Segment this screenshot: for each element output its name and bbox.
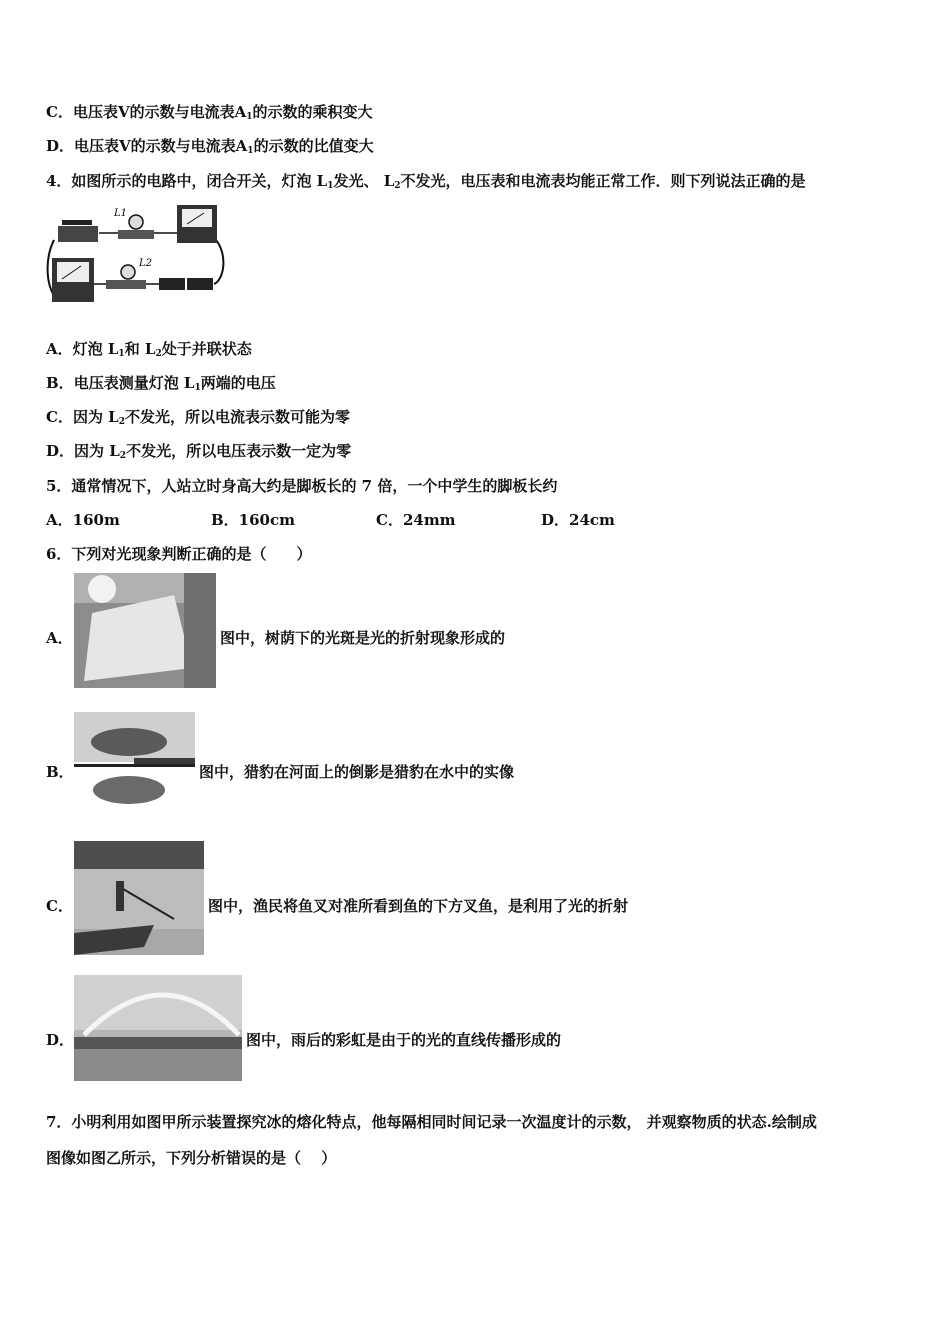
q3-option-c: C．电压表V的示数与电流表$A_1$的示数的乘积变大 xyxy=(46,103,373,122)
q6-option-d-label: D． xyxy=(46,1031,75,1049)
q5-option-d: D．24cm xyxy=(541,511,615,529)
cheetah-reflection-photo xyxy=(74,712,195,818)
q6-stem: 6．下列对光现象判断正确的是（ ） xyxy=(46,545,312,563)
q5-option-b: B．160cm xyxy=(211,511,295,529)
q6-option-c-caption: 图中，渔民将鱼叉对准所看到鱼的下方叉鱼，是利用了光的折射 xyxy=(208,897,629,915)
q7-stem-line1: 7．小明利用如图甲所示装置探究冰的熔化特点，他每隔相同时间记录一次温度计的示数， 并观察物质的状态.绘制成 xyxy=(46,1113,817,1131)
fisherman-photo xyxy=(74,841,204,955)
q3-option-d: D．电压表V的示数与电流表$A_1$的示数的比值变大 xyxy=(46,137,374,156)
rainbow-photo xyxy=(74,975,242,1081)
q5-option-c: C．24mm xyxy=(376,511,456,529)
l2-label: L2 xyxy=(139,258,153,269)
q6-option-b-label: B． xyxy=(46,763,74,781)
q6-option-a-caption: 图中，树荫下的光斑是光的折射现象形成的 xyxy=(220,629,506,647)
q4-option-c: C．因为 $L_2$不发光，所以电流表示数可能为零 xyxy=(46,408,351,427)
q4-option-a: A．灯泡 $L_1$和 $L_2$处于并联状态 xyxy=(46,340,252,359)
q7-stem-line2: 图像如图乙所示，下列分析错误的是（ ） xyxy=(46,1149,337,1167)
q5-option-a: A．160m xyxy=(46,511,120,529)
q6-option-d-caption: 图中，雨后的彩虹是由于的光的直线传播形成的 xyxy=(246,1031,562,1049)
q4-option-d: D．因为 $L_2$不发光，所以电压表示数一定为零 xyxy=(46,442,352,461)
q6-option-b-caption: 图中，猎豹在河面上的倒影是猎豹在水中的实像 xyxy=(199,763,515,781)
q4-option-b: B．电压表测量灯泡 $L_1$两端的电压 xyxy=(46,374,276,393)
circuit-figure xyxy=(44,200,229,308)
tree-shade-photo xyxy=(74,573,216,688)
q5-stem: 5．通常情况下，人站立时身高大约是脚板长的 7 倍，一个中学生的脚板长约 xyxy=(46,477,558,495)
q6-option-c-label: C． xyxy=(46,897,73,915)
q6-option-a-label: A． xyxy=(46,629,73,647)
q4-stem: 4．如图所示的电路中，闭合开关，灯泡 $L_1$发光、 $L_2$不发光，电压表和电流表均能正常工作．则下列说法正确的是 xyxy=(46,172,806,191)
l1-label: L1 xyxy=(114,208,128,219)
